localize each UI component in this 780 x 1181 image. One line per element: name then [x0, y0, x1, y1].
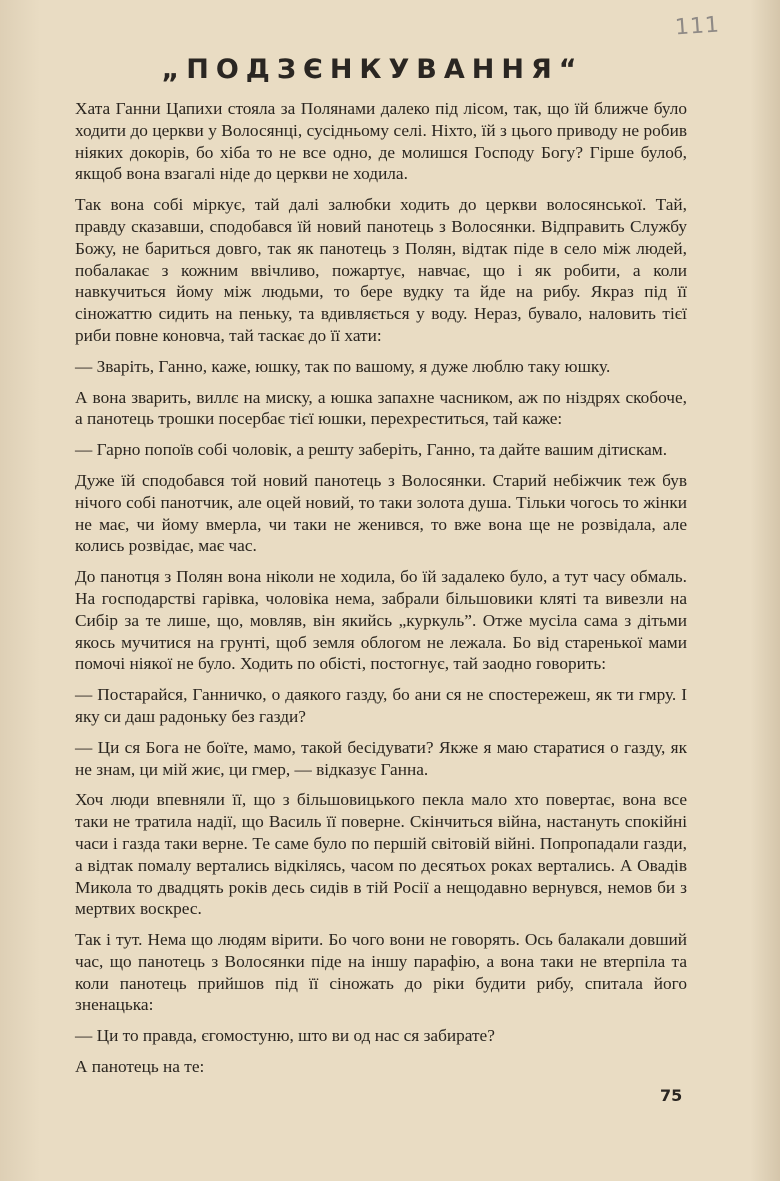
paragraph: — Ци ся Бога не боїте, мамо, такой бесідувати? Якже я маю старатися о газду, як не знам, ци мій жиє, ци гмер, — відказує Ганна. [75, 737, 687, 779]
paragraph: — Зваріть, Ганно, каже, юшку, так по вашому, я дуже люблю таку юшку. [75, 356, 611, 376]
paragraph: Так вона собі міркує, тай далі залюбки ходить до церкви волосянської. Тай, правду сказавши, сподобався їй новий панотець з Волосянки. Відправить Службу Божу, не бариться довго, так як панотець з Полян, відтак піде в село між людей, побалакає з кожним ввічливо, пожартує, навчає, що і як робити, а коли навкучиться йому між людьми, то бере вудку та йде на рибу. Якраз під її сіножаттю сидить на пеньку, та вдивляється у воду. Нераз, бувало, наловить тієї риби повне коновча, тай таскає до її хати: [75, 195, 687, 345]
archive-number: 111 [674, 12, 721, 41]
paragraph: А панотець на те: [75, 1057, 205, 1077]
paragraph: — Ци то правда, єгомостуню, што ви од нас ся забирате? [75, 1026, 495, 1046]
paragraph: Так і тут. Нема що людям вірити. Бо чого вони не говорять. Ось балакали довший час, що панотець з Волосянки піде на іншу парафію, а вона таки не втерпіла та коли панотець прийшов під її сіножать до ріки будити рибу, спитала його зненацька: [75, 930, 687, 1015]
paragraph: А вона зварить, виллє на миску, а юшка запахне часником, аж по ніздрях скобоче, а панотець трошки посербає тієї юшки, перехреститься, тай каже: [75, 387, 687, 429]
paragraph: Хата Ганни Цапихи стояла за Полянами далеко під лісом, так, що їй ближче було ходити до церкви у Волосянці, сусідньому селі. Ніхто, їй з цього приводу не робив ніяких докорів, бо хіба то не все одно, де молишся Господу Богу? Гірше булоб, якщоб вона взагалі ніде до церкви не ходила. [75, 99, 687, 184]
page-title: „ПОДЗЄНКУВАННЯ“ [161, 54, 584, 85]
body-text [75, 98, 687, 1078]
paragraph: — Гарно попоїв собі чоловік, а решту заберіть, Ганно, та дайте вашим дітискам. [75, 440, 668, 460]
page-number: 75 [660, 1086, 683, 1105]
paragraph: Дуже їй сподобався той новий панотець з Волосянки. Старий небіжчик теж був нічого собі панотчик, але оцей новий, то таки золота душа. Тільки чогось то жінки не має, чи йому вмерла, чи таки не женився, то вже вона ще не розвідала, але колись розвідає, має час. [75, 470, 687, 556]
paragraph: Хоч люди впевняли її, що з більшовицького пекла мало хто повертає, вона все таки не тратила надії, що Василь її поверне. Скінчиться війна, настануть спокійні часи і газда таки верне. Те саме було по першій світовій війні. Попропадали газди, а відтак помалу вертались відкілясь, часом по десятьох роках вертались. А Овадів Микола то двадцять років десь сидів в тій Росії а нещодавно вернувся, немов би з мертвих воскрес. [75, 790, 687, 919]
paragraph: До панотця з Полян вона ніколи не ходила, бо їй задалеко було, а тут часу обмаль. На господарстві гарівка, чоловіка нема, забрали більшовики кляті та вивезли на Сибір за те лише, що, мовляв, він якийсь „куркуль”. Отже мусіла сама з дітьми якось мучитися на грунті, щоб земля облогом не лежала. Бо від старенької мами помочі ніякої не було. Ходить по обісті, постогнує, тай заодно говорить: [75, 567, 687, 674]
paragraph: — Постарайся, Ганничко, о даякого газду, бо ани ся не спостережеш, як ти гмру. І яку си даш радоньку без газди? [75, 685, 687, 726]
